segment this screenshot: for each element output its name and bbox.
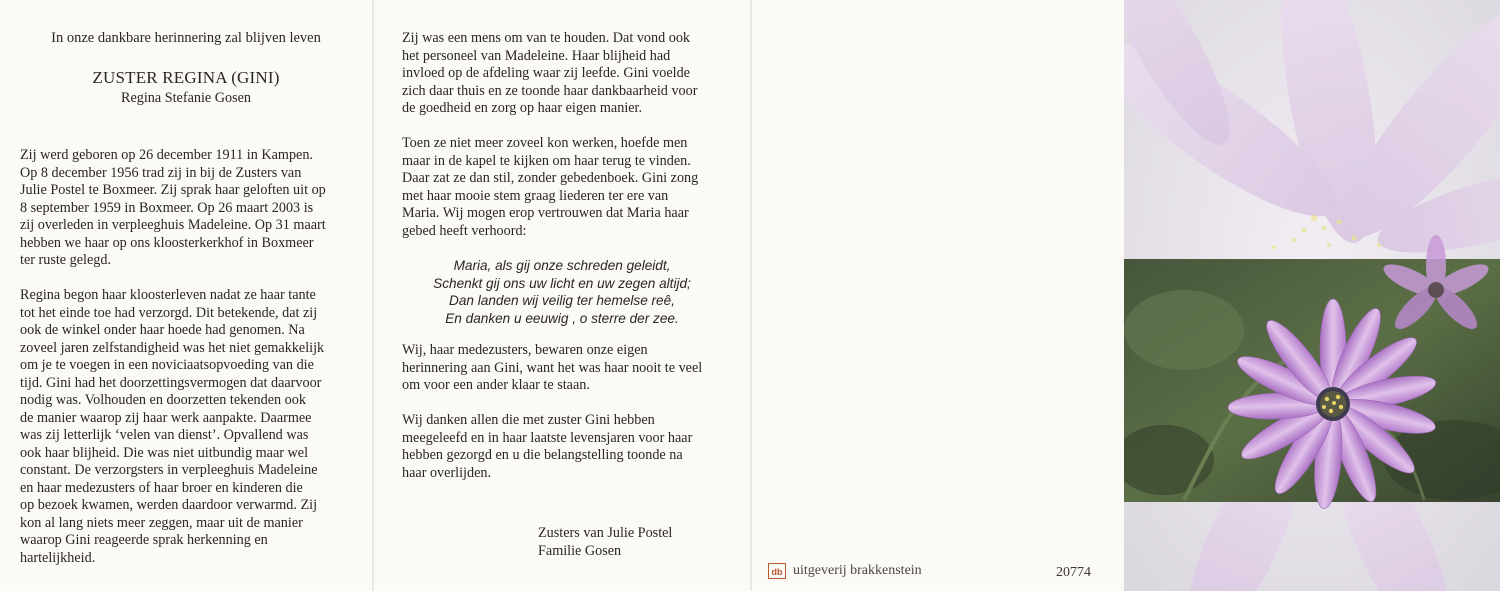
- text-line: Zij werd geboren op 26 december 1911 in Kampen.: [20, 147, 313, 163]
- deceased-full-name: Regina Stefanie Gosen: [120, 90, 251, 106]
- text-line: Wij danken allen die met zuster Gini hebben: [402, 412, 655, 428]
- text-line: kon al lang niets meer zeggen, maar uit de manier: [20, 514, 303, 531]
- signer-line: Familie Gosen: [538, 542, 622, 559]
- text-line: Toen ze niet meer zoveel kon werken, hoefde men: [402, 135, 688, 151]
- text-line: herinnering aan Gini, want het was haar nooit te veel: [402, 359, 703, 376]
- text-line: hartelijkheid.: [20, 549, 96, 566]
- poem-line: Maria, als gij onze schreden geleidt,: [453, 258, 671, 273]
- text-line: haar overlijden.: [402, 464, 492, 481]
- text-line: Julie Postel te Boxmeer. Zij sprak haar geloften uit op: [20, 182, 326, 198]
- poem-line: Dan landen wij veilig ter hemelse reê,: [449, 293, 675, 308]
- text-line: het personeel van Madeleine. Haar blijheid had: [402, 47, 671, 64]
- text-line: op bezoek kwamen, werden daardoor verwarmd. Zij: [20, 497, 318, 513]
- opening-line: In onze dankbare herinnering zal blijven leven: [51, 30, 321, 46]
- text-line: hebben we haar op ons kloosterkerkhof in Boxmeer: [20, 234, 314, 251]
- signer-line: Zusters van Julie Postel: [538, 525, 673, 541]
- card-number: 20774: [1056, 565, 1091, 580]
- text-line: Zij was een mens om van te houden. Dat vond ook: [402, 30, 691, 46]
- text-line: ook haar blijheid. Die was niet uitbundig maar wel: [20, 444, 309, 461]
- text-line: de manier waarop zij haar werk aanpakte. Daarmee: [20, 409, 312, 426]
- flower-photo: [1124, 0, 1500, 591]
- text-line: Regina begon haar kloosterleven nadat ze haar tante: [20, 287, 316, 303]
- text-line: met haar mooie stem graag liederen ter ere van: [402, 187, 669, 204]
- prayer-poem: [374, 257, 750, 327]
- text-line: 8 september 1959 in Boxmeer. Op 26 maart 2003 is: [20, 199, 314, 216]
- text-line: Wij, haar medezusters, bewaren onze eigen: [402, 342, 648, 358]
- publisher-credit: [768, 562, 922, 580]
- biography-paragraph-4: [402, 135, 698, 240]
- text-line: hebben gezorgd en u die belangstelling toonde na: [402, 447, 683, 463]
- text-line: de goedheid en zorg op haar eigen manier.: [402, 100, 643, 116]
- text-line: tot het einde toe had verzorgd. Dit betekende, dat zij: [20, 304, 318, 321]
- biography-paragraph-6: [402, 412, 692, 482]
- text-line: meegeleefd en in haar laatste levensjaren voor haar: [402, 429, 693, 446]
- card-panel-photo: [1124, 0, 1500, 591]
- biography-paragraph-3: [402, 30, 697, 118]
- text-line: om voor een ander klaar te staan.: [402, 377, 590, 393]
- text-line: zich daar thuis en ze toonde haar dankbaarheid voor: [402, 82, 698, 99]
- text-line: om je te voegen in een noviciaatsopvoeding van die: [20, 357, 314, 373]
- text-line: invloed op de afdeling waar zij leefde. Gini voelde: [402, 65, 690, 81]
- text-line: constant. De verzorgsters in verpleeghuis Madeleine: [20, 462, 318, 478]
- text-line: en haar medezusters of haar broer en kinderen die: [20, 479, 303, 496]
- text-line: Maria. Wij mogen erop vertrouwen dat Maria haar: [402, 205, 689, 221]
- text-line: zoveel jaren zelfstandigheid was het niet gemakkelijk: [20, 339, 325, 356]
- text-line: Daar zat ze dan stil, zonder gebedenboek. Gini zong: [402, 170, 699, 186]
- text-line: ook de winkel onder haar hoede had genomen. Na: [20, 322, 305, 338]
- text-line: maar in de kapel te kijken om haar terug te vinden.: [402, 152, 691, 169]
- signers: [538, 525, 672, 560]
- poem-line: Schenkt gij ons uw licht en uw zegen altijd;: [433, 275, 691, 291]
- text-line: was zij letterlijk ‘velen van dienst’. Opvallend was: [20, 427, 309, 443]
- publisher-logo: db: [768, 563, 786, 579]
- biography-paragraph-1: [20, 147, 326, 270]
- text-line: zij overleden in verpleeghuis Madeleine. Op 31 maart: [20, 217, 326, 233]
- text-line: gebed heeft verhoord:: [402, 222, 527, 239]
- biography-paragraph-5: [402, 342, 702, 395]
- text-line: nodig was. Volhouden en doorzetten tekenden ook: [20, 392, 306, 408]
- text-line: Op 8 december 1956 trad zij in bij de Zusters van: [20, 164, 302, 181]
- deceased-name-title: ZUSTER REGINA (GINI): [92, 68, 280, 87]
- publisher-name: uitgeverij brakkenstein: [793, 563, 922, 578]
- text-line: waarop Gini reageerde sprak herkenning en: [20, 532, 268, 548]
- poem-line: En danken u eeuwig , o sterre der zee.: [445, 310, 679, 326]
- biography-paragraph-2: [20, 287, 324, 567]
- card-panel-blank: [752, 0, 1124, 591]
- text-line: tijd. Gini had het doorzettingsvermogen dat daarvoor: [20, 374, 322, 391]
- text-line: ter ruste gelegd.: [20, 252, 111, 268]
